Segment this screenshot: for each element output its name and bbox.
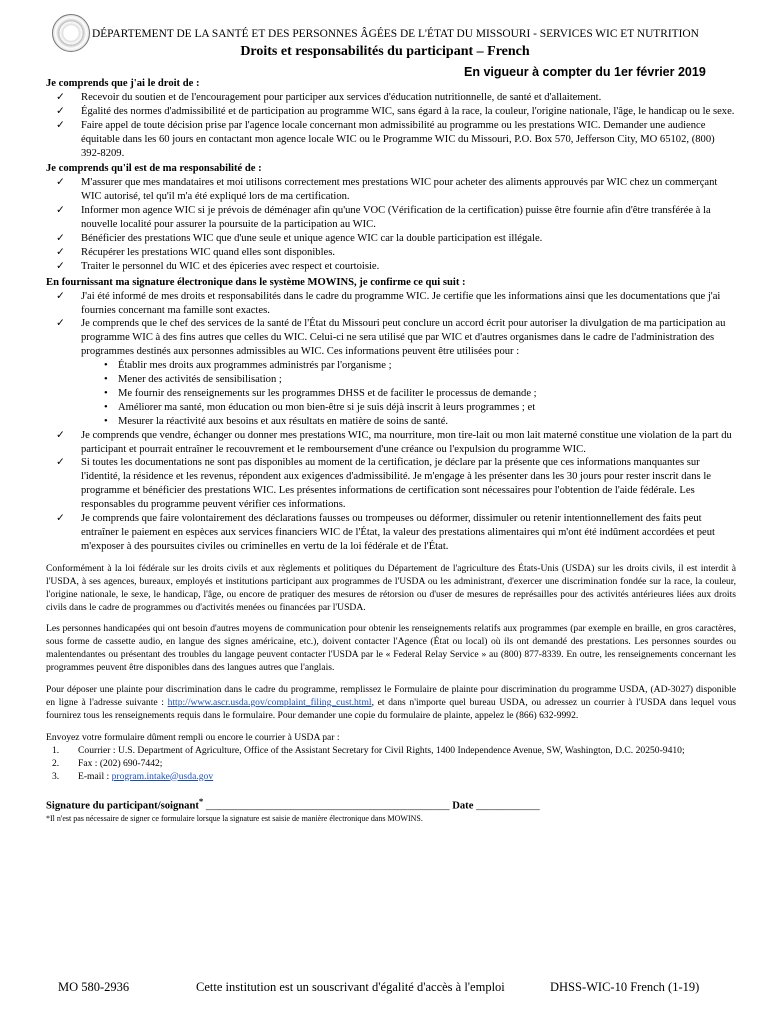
- confirm-item: ✓ Je comprends que vendre, échanger ou donner mes prestations WIC, ma nourriture, mon tire-lait ou mon lait materné constitue une violation de la part du participant et pourrait entraîner le recouvrement et le remboursement d'une créance ou l'expulsion du programme WIC.: [56, 429, 732, 455]
- checkmark-icon: ✓: [56, 119, 65, 131]
- use-bullet: • Me fournir des renseignements sur les programmes DHSS et de faciliter le processus de demande ;: [104, 387, 537, 399]
- checkmark-icon: ✓: [56, 260, 65, 272]
- checkmark-icon: ✓: [56, 177, 65, 189]
- checkmark-icon: ✓: [56, 246, 65, 258]
- checkmark-icon: ✓: [56, 429, 65, 441]
- signature-confirm-heading: En fournissant ma signature électronique dans le système MOWINS, je confirme ce qui suit :: [46, 276, 466, 288]
- responsibility-item: ✓ Bénéficier des prestations WIC que d'une seule et unique agence WIC car la double participation est illégale.: [56, 232, 543, 244]
- rights-item: ✓ Faire appel de toute décision prise par l'agence locale concernant mon admissibilité au programme ou les prestations WIC. Demander une audience équitable dans les 60 jours en contactant mon agence locale WIC ou le Programme WIC du Missouri, P.O. Box 570, Jefferson City, MO 65102, (800) 392-8209.: [56, 119, 715, 159]
- email-link[interactable]: program.intake@usda.gov: [111, 770, 214, 782]
- date-field[interactable]: ____________: [473, 800, 540, 812]
- bullet-icon: •: [104, 387, 108, 399]
- equal-opportunity-statement: Cette institution est un souscrivant d'égalité d'accès à l'emploi: [196, 980, 505, 994]
- document-title: Droits et responsabilités du participant – French: [240, 44, 530, 59]
- signature-line: Signature du participant/soignant* ______________________________________________ Date ____________: [46, 796, 540, 812]
- responsibilities-heading: Je comprends qu'il est de ma responsabilité de :: [46, 163, 262, 175]
- signature-field[interactable]: ______________________________________________: [203, 800, 453, 812]
- confirm-item: ✓ Si toutes les documentations ne sont pas disponibles au moment de la certification, je déclare par la présente que ces informations manquantes sur l'identité, la résidence et les revenus, répondent aux exigences d'admissibilité. Je m'engage à les présenter dans les 30 jours pour rester inscrit dans le programme et bénéficier des prestations WIC. Les présentes informations de certification sont nécessaires pour l'obtention de l'aide fédérale. Les responsables du programme peuvent vérifier ces informations.: [56, 457, 711, 511]
- contact-list-item: 1. Courrier : U.S. Department of Agriculture, Office of the Assistant Secretary for Civil Rights, 1400 Independence Avenue, SW, Washington, D.C. 20250-9410;: [52, 744, 685, 756]
- checkmark-icon: ✓: [56, 318, 65, 330]
- checkmark-icon: ✓: [56, 290, 65, 302]
- usda-accessibility-paragraph: Les personnes handicapées qui ont besoin d'autres moyens de communication pour obtenir les renseignements relatifs aux programmes (par exemple en braille, en gros caractères, sous forme de cassette audio, en langue des signes américaine, etc.), doivent contacter l'Agence (État ou local) où ils ont demandé des prestations. Les personnes sourdes ou malentendantes ou présentant des troubles du langage peuvent contacter l'USDA par le « Federal Relay Service » au (800) 877-8339. En outre, les renseignements concernant les programmes peuvent être disponibles dans des langues autres que l'anglais.: [46, 623, 736, 674]
- checkmark-icon: ✓: [56, 105, 65, 117]
- use-bullet: • Établir mes droits aux programmes administrés par l'organisme ;: [104, 360, 392, 372]
- responsibility-item: ✓ Traiter le personnel du WIC et des épiceries avec respect et courtoisie.: [56, 260, 380, 272]
- rights-heading: Je comprends que j'ai le droit de :: [46, 78, 200, 89]
- confirm-item: ✓ Je comprends que faire volontairement des déclarations fausses ou trompeuses ou déformer, dissimuler ou retenir intentionnellement des faits peut entraîner le paiement en espèces aux services financiers WIC de l'État, la valeur des prestations alimentaires qui m'ont été indûment accordées et peut m'exposer à des poursuites civiles ou criminelles en vertu de la loi fédérale et de l'État.: [56, 513, 715, 552]
- form-number: MO 580-2936: [58, 980, 130, 994]
- usda-complaint-paragraph: Pour déposer une plainte pour discrimination dans le cadre du programme, remplissez le Formulaire de plainte pour discrimination du programme USDA, (AD-3027) disponible en ligne à l'adresse suivante : http://www.ascr.usda.gov/complaint_filing_cust.html, et dans n'importe quel bureau USDA, ou adressez un courrier à l'USDA dans lequel vous fournirez tous les renseignements requis dans le formulaire. Pour demander une copie du formulaire de plainte, appelez le (866) 632-9992.: [46, 684, 736, 721]
- effective-date: En vigueur à compter du 1er février 2019: [464, 65, 706, 79]
- agency-header: DÉPARTEMENT DE LA SANTÉ ET DES PERSONNES ÂGÉES DE L'ÉTAT DU MISSOURI - SERVICES WIC ET NUTRITION: [92, 28, 699, 40]
- bullet-icon: •: [104, 374, 108, 386]
- responsibility-item: ✓ Récupérer les prestations WIC quand elles sont disponibles.: [56, 246, 336, 258]
- responsibility-item: ✓ Informer mon agence WIC si je prévois de déménager afin qu'une VOC (Vérification de la certification) puisse être fournie afin d'être transférée à la nouvelle localité pour assurer la poursuite de la participation au WIC.: [56, 205, 711, 231]
- use-bullet: • Améliorer ma santé, mon éducation ou mon bien-être si je suis déjà inscrit à leurs programmes ; et: [104, 401, 536, 413]
- use-bullet: • Mesurer la réactivité aux besoins et aux résultats en matière de soins de santé.: [104, 415, 449, 427]
- checkmark-icon: ✓: [56, 91, 65, 103]
- form-code: DHSS-WIC-10 French (1-19): [550, 980, 700, 994]
- responsibility-item: ✓ M'assurer que mes mandataires et moi utilisons correctement mes prestations WIC pour acheter des aliments approuvés par WIC chez un commerçant WIC autorisé, tel qu'il m'a été expliqué lors de ma certification.: [56, 177, 718, 203]
- use-bullet: • Mener des activités de sensibilisation ;: [104, 374, 282, 386]
- checkmark-icon: ✓: [56, 513, 65, 525]
- checkmark-icon: ✓: [56, 205, 65, 217]
- confirm-item: ✓ J'ai été informé de mes droits et responsabilités dans le cadre du programme WIC. Je certifie que les informations ainsi que les documentations que j'ai fournies concernant ma famille sont exactes.: [56, 290, 721, 316]
- checkmark-icon: ✓: [56, 232, 65, 244]
- bullet-icon: •: [104, 360, 108, 372]
- checkmark-icon: ✓: [56, 457, 65, 469]
- complaint-form-link[interactable]: http://www.ascr.usda.gov/complaint_filing_cust.html: [167, 696, 372, 708]
- contact-list-item: 3. E-mail : program.intake@usda.gov: [52, 770, 214, 782]
- usda-nondiscrimination-paragraph: Conformément à la loi fédérale sur les droits civils et aux règlements et politiques du Département de l'agriculture des États-Unis (USDA) sur les droits civils, il est interdit à l'USDA, à ses agences, bureaux, employés et institutions participant aux programmes de l'USDA ou les administrant, d'exercer une discrimination fondée sur la race, la couleur, l'origine nationale, le sexe, le handicap, l'âge, ou encore de pratiquer des mesures de rétorsion ou d'user de mesures de représailles pour des activités antérieures liées aux droits civils dans le cadre de programmes ou d'activités menées ou financées par l'USDA.: [46, 562, 736, 613]
- rights-item: ✓ Recevoir du soutien et de l'encouragement pour participer aux services d'éducation nutritionnelle, de santé et d'allaitement.: [56, 91, 602, 103]
- contact-list-item: 2. Fax : (202) 690-7442;: [52, 757, 163, 769]
- confirm-item: ✓ Je comprends que le chef des services de la santé de l'État du Missouri peut conclure un accord écrit pour autoriser la divulgation de ma participation au programme WIC à des fins autres que celles du WIC. Celui-ci ne sera utilisé que par WIC et d'autres organismes dans le cadre de l'administration des programmes destinés aux personnes admissibles au WIC. Ces informations peuvent être utilisées pour :: [56, 318, 726, 358]
- signature-note: *Il n'est pas nécessaire de signer ce formulaire lorsque la signature est saisie de manière électronique dans MOWINS.: [46, 813, 423, 823]
- rights-item: ✓ Égalité des normes d'admissibilité et de participation au programme WIC, sans égard à la race, la couleur, l'origine nationale, l'âge, le handicap ou le sexe.: [56, 105, 735, 117]
- bullet-icon: •: [104, 401, 108, 413]
- bullet-icon: •: [104, 415, 108, 427]
- usda-send-paragraph: Envoyez votre formulaire dûment rempli ou encore le courrier à USDA par :: [46, 731, 340, 743]
- document-body: [46, 75, 736, 824]
